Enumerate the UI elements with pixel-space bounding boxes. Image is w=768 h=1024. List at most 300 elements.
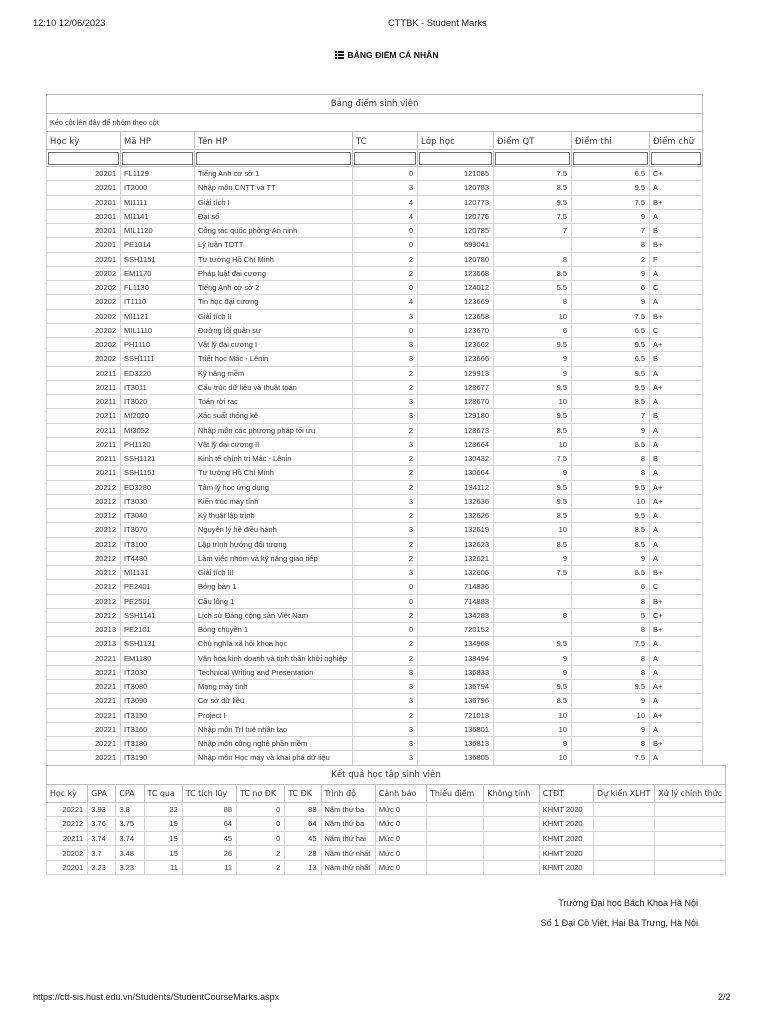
column-header-course-code[interactable]: Mã HP	[121, 132, 195, 150]
process-score-cell: 9	[494, 651, 572, 665]
table-row	[47, 551, 703, 565]
class-id-cell: 128664	[418, 437, 494, 451]
class-id-cell: 136833	[418, 665, 494, 679]
table-row	[47, 295, 703, 309]
letter-grade-cell: C	[650, 580, 703, 594]
filter-cell	[47, 150, 121, 167]
class-id-cell: 123669	[418, 295, 494, 309]
credits-cell: 0	[353, 281, 418, 295]
credits-cell: 0	[353, 224, 418, 238]
column-header-letter-grade[interactable]: Điểm chữ	[650, 132, 703, 150]
course-name-cell: Nguyên lý hệ điều hành	[195, 523, 353, 537]
process-score-cell: 9	[494, 551, 572, 565]
gpa-cell: 3.76	[88, 817, 116, 832]
print-url: https://ctt-sis.hust.edu.vn/Students/StudentCourseMarks.aspx	[33, 992, 280, 1002]
list-icon	[335, 51, 344, 59]
exam-score-cell: 8	[572, 623, 650, 637]
column-header-exam-score[interactable]: Điểm thi	[572, 132, 650, 150]
exam-score-cell: 6	[572, 281, 650, 295]
table-row	[47, 380, 703, 394]
page-title	[0, 50, 768, 60]
class-id-cell: 138494	[418, 651, 494, 665]
exam-score-cell: 6.5	[572, 352, 650, 366]
class-id-cell: 132621	[418, 551, 494, 565]
table-row	[47, 846, 726, 861]
process-score-cell: 9.5	[494, 494, 572, 508]
letter-grade-cell: A	[650, 209, 703, 223]
letter-grade-cell: A+	[650, 680, 703, 694]
letter-grade-cell: B	[650, 452, 703, 466]
process-score-cell	[494, 238, 572, 252]
semester-cell: 20212	[47, 566, 121, 580]
table-row	[47, 708, 703, 722]
letter-grade-cell: A	[650, 366, 703, 380]
process-score-cell: 7	[494, 224, 572, 238]
credits-registered-cell: 13	[285, 860, 321, 875]
semester-cell: 20221	[47, 651, 121, 665]
semester-cell: 20213	[47, 637, 121, 651]
column-header-semester[interactable]: Học kỳ	[47, 132, 121, 150]
course-code-cell: ED3280	[121, 480, 195, 494]
credits-cell: 3	[353, 680, 418, 694]
column-header-missing-score[interactable]: Thiếu điểm	[427, 784, 484, 802]
semester-filter-input[interactable]	[48, 152, 119, 165]
class-id-cell: 136794	[418, 680, 494, 694]
filter-cell	[353, 150, 418, 167]
results-grid-body	[47, 802, 726, 875]
process-score-cell: 10	[494, 751, 572, 765]
print-datetime: 12:10 12/06/2023	[33, 18, 106, 28]
class-id-cell: 128673	[418, 423, 494, 437]
course-name-cell: Kinh tế chính trị Mác - Lênin	[195, 452, 353, 466]
table-row	[47, 466, 703, 480]
letter-grade-cell: A	[650, 694, 703, 708]
credits-cell: 4	[353, 295, 418, 309]
process-score-cell: 8	[494, 608, 572, 622]
credits-debt-cell: 0	[237, 802, 285, 817]
filter-cell	[494, 150, 572, 167]
course-code-cell: IT3150	[121, 708, 195, 722]
class-id-cell: 128670	[418, 395, 494, 409]
course-code-cell: MI2020	[121, 409, 195, 423]
semester-cell: 20212	[47, 494, 121, 508]
semester-cell: 20221	[47, 708, 121, 722]
course-name-cell: Giải tích III	[195, 566, 353, 580]
exam-score-cell: 10	[572, 708, 650, 722]
semester-cell: 20211	[47, 366, 121, 380]
course-code-cell: SSH1111	[121, 352, 195, 366]
process-score-cell: 9.5	[494, 338, 572, 352]
letter-grade-cell: A	[650, 637, 703, 651]
print-header	[0, 18, 768, 32]
course-code-cell: MI3052	[121, 423, 195, 437]
letter-grade-cell: C	[650, 281, 703, 295]
credits-passed-cell: 15	[144, 846, 182, 861]
course-code-cell: IT2000	[121, 181, 195, 195]
course-code-cell: EM1180	[121, 651, 195, 665]
course-name-cell: Cầu lông 1	[195, 594, 353, 608]
exam-score-filter-input[interactable]	[573, 152, 648, 165]
cpa-cell: 3.48	[116, 846, 144, 861]
program-cell: KHMT 2020	[539, 860, 593, 875]
course-name-cell: Nhập môn các phương pháp tối ưu	[195, 423, 353, 437]
process-score-cell: 9.5	[494, 380, 572, 394]
exam-score-cell: 9.5	[572, 366, 650, 380]
table-row	[47, 338, 703, 352]
course-name-cell: Tâm lý học ứng dụng	[195, 480, 353, 494]
table-row	[47, 181, 703, 195]
class-id-cell: 132623	[418, 537, 494, 551]
letter-grade-cell: A	[650, 437, 703, 451]
cpa-cell: 3.74	[116, 831, 144, 846]
exam-score-cell: 9	[572, 694, 650, 708]
credits-debt-cell: 0	[237, 817, 285, 832]
exam-score-cell: 9	[572, 209, 650, 223]
class-id-cell: 699041	[418, 238, 494, 252]
semester-cell: 20201	[47, 181, 121, 195]
exam-score-cell: 9	[572, 722, 650, 736]
column-header-level[interactable]: Trình độ	[321, 784, 375, 802]
class-id-cell: 134968	[418, 637, 494, 651]
credits-filter-input[interactable]	[354, 152, 416, 165]
course-name-cell: Giải tích I	[195, 195, 353, 209]
column-header-semester[interactable]: Học kỳ	[47, 784, 88, 802]
letter-grade-cell: A	[650, 551, 703, 565]
course-name-filter-input[interactable]	[196, 152, 351, 165]
letter-grade-cell: F	[650, 252, 703, 266]
letter-grade-cell: C+	[650, 608, 703, 622]
school-name: Trường Đại học Bách Khoa Hà Nội	[558, 898, 698, 908]
class-id-cell: 129180	[418, 409, 494, 423]
credits-cell: 4	[353, 195, 418, 209]
exam-score-cell: 8	[572, 594, 650, 608]
class-id-cell: 720152	[418, 623, 494, 637]
process-score-cell	[494, 623, 572, 637]
excluded-cell	[484, 846, 539, 861]
table-row	[47, 594, 703, 608]
class-id-cell: 123668	[418, 266, 494, 280]
exam-score-cell: 7	[572, 409, 650, 423]
class-id-cell: 714836	[418, 580, 494, 594]
letter-grade-cell: B+	[650, 594, 703, 608]
course-name-cell: Bóng chuyền 1	[195, 623, 353, 637]
credits-cell: 2	[353, 380, 418, 394]
results-grid-caption: Kết quả học tập sinh viên	[47, 765, 726, 784]
expected-handling-cell	[594, 802, 655, 817]
group-panel[interactable]	[47, 114, 703, 132]
semester-cell: 20221	[47, 694, 121, 708]
semester-cell: 20212	[47, 509, 121, 523]
credits-cell: 3	[353, 694, 418, 708]
exam-score-cell: 7.5	[572, 309, 650, 323]
semester-cell: 20202	[47, 846, 88, 861]
letter-grade-cell: B	[650, 352, 703, 366]
course-name-cell: Tiếng Anh cơ sở 2	[195, 281, 353, 295]
marks-grid	[46, 94, 703, 766]
credits-cell: 3	[353, 494, 418, 508]
semester-cell: 20201	[47, 209, 121, 223]
class-id-cell: 120783	[418, 181, 494, 195]
group-panel-hint: Kéo cột lên đây để nhóm theo cột	[50, 118, 159, 127]
course-code-cell: ED3220	[121, 366, 195, 380]
table-row	[47, 623, 703, 637]
course-name-cell: Tư tưởng Hồ Chí Minh	[195, 466, 353, 480]
course-code-cell: IT3080	[121, 680, 195, 694]
table-row	[47, 323, 703, 337]
process-score-cell: 9.5	[494, 637, 572, 651]
process-score-cell: 9	[494, 466, 572, 480]
table-row	[47, 523, 703, 537]
letter-grade-cell: A	[650, 651, 703, 665]
column-header-credits-registered[interactable]: TC ĐK	[285, 784, 321, 802]
letter-grade-cell: B+	[650, 238, 703, 252]
process-score-cell: 10	[494, 309, 572, 323]
credits-cell: 3	[353, 722, 418, 736]
column-header-program[interactable]: CTĐT	[539, 784, 593, 802]
table-row	[47, 409, 703, 423]
exam-score-cell: 6.5	[572, 167, 650, 181]
credits-passed-cell: 11	[144, 860, 182, 875]
exam-score-cell: 8	[572, 665, 650, 679]
exam-score-cell: 9.5	[572, 509, 650, 523]
process-score-cell: 8.5	[494, 423, 572, 437]
class-id-cell: 128677	[418, 380, 494, 394]
course-name-cell: Lý luận TDTT	[195, 238, 353, 252]
column-header-credits-debt[interactable]: TC nợ ĐK	[237, 784, 285, 802]
course-code-cell: MI1111	[121, 195, 195, 209]
course-code-cell: PE2501	[121, 594, 195, 608]
class-id-cell: 120785	[418, 224, 494, 238]
table-row	[47, 537, 703, 551]
grids-container	[46, 94, 726, 875]
credits-cell: 2	[353, 266, 418, 280]
letter-grade-cell: B+	[650, 309, 703, 323]
class-id-cell: 120776	[418, 209, 494, 223]
letter-grade-cell: B	[650, 224, 703, 238]
level-cell: Năm thứ nhất	[321, 860, 375, 875]
semester-cell: 20221	[47, 722, 121, 736]
semester-cell: 20221	[47, 680, 121, 694]
credits-cell: 0	[353, 623, 418, 637]
course-name-cell: Nhập môn CNTT và TT	[195, 181, 353, 195]
official-handling-cell	[655, 831, 726, 846]
exam-score-cell: 9.5	[572, 338, 650, 352]
class-id-cell: 123658	[418, 309, 494, 323]
semester-cell: 20202	[47, 338, 121, 352]
class-id-cell: 130664	[418, 466, 494, 480]
table-row	[47, 366, 703, 380]
table-row	[47, 694, 703, 708]
class-id-cell: 721013	[418, 708, 494, 722]
semester-cell: 20212	[47, 594, 121, 608]
gpa-cell: 3.23	[88, 860, 116, 875]
course-name-cell: Kỹ năng mềm	[195, 366, 353, 380]
course-code-cell: IT1110	[121, 295, 195, 309]
semester-cell: 20211	[47, 423, 121, 437]
semester-cell: 20201	[47, 195, 121, 209]
official-handling-cell	[655, 846, 726, 861]
program-cell: KHMT 2020	[539, 831, 593, 846]
exam-score-cell: 8.5	[572, 523, 650, 537]
course-name-cell: Lịch sử Đảng cộng sản Việt Nam	[195, 608, 353, 622]
credits-cell: 2	[353, 708, 418, 722]
process-score-cell: 10	[494, 395, 572, 409]
class-id-cell: 120773	[418, 195, 494, 209]
course-name-cell: Tư tưởng Hồ Chí Minh	[195, 252, 353, 266]
exam-score-cell: 7.5	[572, 195, 650, 209]
column-header-course-name[interactable]: Tên HP	[195, 132, 353, 150]
course-code-cell: PE1014	[121, 238, 195, 252]
credits-passed-cell: 19	[144, 817, 182, 832]
table-row	[47, 238, 703, 252]
process-score-cell: 10	[494, 722, 572, 736]
course-name-cell: Văn hóa kinh doanh và tinh thần khởi nghiệp	[195, 651, 353, 665]
credits-accumulated-cell: 45	[182, 831, 236, 846]
column-header-credits-accumulated[interactable]: TC tích lũy	[182, 784, 236, 802]
semester-cell: 20211	[47, 452, 121, 466]
exam-score-cell: 8	[572, 737, 650, 751]
course-code-cell: FL1129	[121, 167, 195, 181]
credits-cell: 2	[353, 452, 418, 466]
course-name-cell: Pháp luật đại cương	[195, 266, 353, 280]
course-name-cell: Làm việc nhóm và kỹ năng giao tiếp	[195, 551, 353, 565]
column-header-cpa[interactable]: CPA	[116, 784, 144, 802]
class-id-cell: 120780	[418, 252, 494, 266]
column-header-class[interactable]: Lớp học	[418, 132, 494, 150]
process-score-cell: 7.5	[494, 452, 572, 466]
course-code-cell: SSH1141	[121, 608, 195, 622]
semester-cell: 20212	[47, 817, 88, 832]
credits-cell: 2	[353, 637, 418, 651]
table-row	[47, 802, 726, 817]
course-name-cell: Cấu trúc dữ liệu và thuật toán	[195, 380, 353, 394]
course-name-cell: Nhập môn công nghệ phần mềm	[195, 737, 353, 751]
exam-score-cell: 8.5	[572, 537, 650, 551]
credits-cell: 2	[353, 423, 418, 437]
class-filter-input[interactable]	[419, 152, 492, 165]
process-score-cell: 8	[494, 295, 572, 309]
table-row	[47, 751, 703, 765]
class-id-cell: 132636	[418, 494, 494, 508]
credits-debt-cell: 0	[237, 831, 285, 846]
credits-cell: 4	[353, 209, 418, 223]
column-header-warning[interactable]: Cảnh báo	[375, 784, 426, 802]
credits-cell: 3	[353, 338, 418, 352]
course-name-cell: Project I	[195, 708, 353, 722]
process-score-filter-input[interactable]	[495, 152, 570, 165]
credits-registered-cell: 28	[285, 846, 321, 861]
letter-grade-cell: C	[650, 323, 703, 337]
credits-accumulated-cell: 26	[182, 846, 236, 861]
column-header-credits-passed[interactable]: TC qua	[144, 784, 182, 802]
process-score-cell: 9	[494, 737, 572, 751]
filter-cell	[418, 150, 494, 167]
exam-score-cell: 8	[572, 466, 650, 480]
class-id-cell: 132619	[418, 523, 494, 537]
exam-score-cell: 8.5	[572, 437, 650, 451]
semester-cell: 20212	[47, 480, 121, 494]
letter-grade-cell: B+	[650, 623, 703, 637]
credits-registered-cell: 64	[285, 817, 321, 832]
filter-cell	[572, 150, 650, 167]
print-page-number: 2/2	[718, 992, 731, 1002]
process-score-cell: 7.5	[494, 209, 572, 223]
excluded-cell	[484, 802, 539, 817]
letter-grade-cell: A	[650, 423, 703, 437]
exam-score-cell: 9	[572, 295, 650, 309]
course-code-cell: EM1170	[121, 266, 195, 280]
column-header-excluded[interactable]: Không tính	[484, 784, 539, 802]
column-header-credits[interactable]: TC	[353, 132, 418, 150]
table-row	[47, 352, 703, 366]
table-row	[47, 637, 703, 651]
process-score-cell: 8	[494, 252, 572, 266]
column-header-expected-handling[interactable]: Dự kiến XLHT	[594, 784, 655, 802]
letter-grade-filter-input[interactable]	[651, 152, 701, 165]
column-header-process-score[interactable]: Điểm QT	[494, 132, 572, 150]
credits-cell: 3	[353, 751, 418, 765]
exam-score-cell: 9.5	[572, 480, 650, 494]
exam-score-cell: 7.5	[572, 637, 650, 651]
semester-cell: 20201	[47, 238, 121, 252]
course-code-cell: IT4480	[121, 551, 195, 565]
exam-score-cell: 9.5	[572, 181, 650, 195]
course-name-cell: Technical Writing and Presentation	[195, 665, 353, 679]
semester-cell: 20221	[47, 802, 88, 817]
exam-score-cell: 7.5	[572, 751, 650, 765]
course-code-cell: MI1141	[121, 209, 195, 223]
credits-cell: 2	[353, 551, 418, 565]
table-row	[47, 452, 703, 466]
credits-cell: 0	[353, 594, 418, 608]
course-name-cell: Vật lý đại cương II	[195, 437, 353, 451]
course-name-cell: Xác suất thống kê	[195, 409, 353, 423]
semester-cell: 20211	[47, 466, 121, 480]
class-id-cell: 129913	[418, 366, 494, 380]
letter-grade-cell: C+	[650, 167, 703, 181]
letter-grade-cell: A	[650, 266, 703, 280]
column-header-gpa[interactable]: GPA	[88, 784, 116, 802]
results-header-row	[47, 784, 726, 802]
credits-cell: 2	[353, 537, 418, 551]
process-score-cell	[494, 580, 572, 594]
course-code-cell: SSH1151	[121, 252, 195, 266]
course-code-filter-input[interactable]	[122, 152, 193, 165]
excluded-cell	[484, 817, 539, 832]
results-grid	[46, 765, 726, 876]
filter-cell	[195, 150, 353, 167]
credits-cell: 2	[353, 466, 418, 480]
semester-cell: 20212	[47, 551, 121, 565]
level-cell: Năm thứ nhất	[321, 846, 375, 861]
credits-cell: 2	[353, 252, 418, 266]
credits-cell: 2	[353, 509, 418, 523]
filter-cell	[650, 150, 703, 167]
credits-cell: 3	[353, 523, 418, 537]
table-row	[47, 252, 703, 266]
exam-score-cell: 9	[572, 266, 650, 280]
course-name-cell: Giải tích II	[195, 309, 353, 323]
letter-grade-cell: A	[650, 395, 703, 409]
exam-score-cell: 9.5	[572, 380, 650, 394]
credits-cell: 0	[353, 580, 418, 594]
column-header-official-handling[interactable]: Xử lý chính thức	[655, 784, 726, 802]
credits-accumulated-cell: 88	[182, 802, 236, 817]
missing-score-cell	[427, 860, 484, 875]
process-score-cell: 9.5	[494, 480, 572, 494]
letter-grade-cell: A	[650, 509, 703, 523]
warning-cell: Mức 0	[375, 817, 426, 832]
